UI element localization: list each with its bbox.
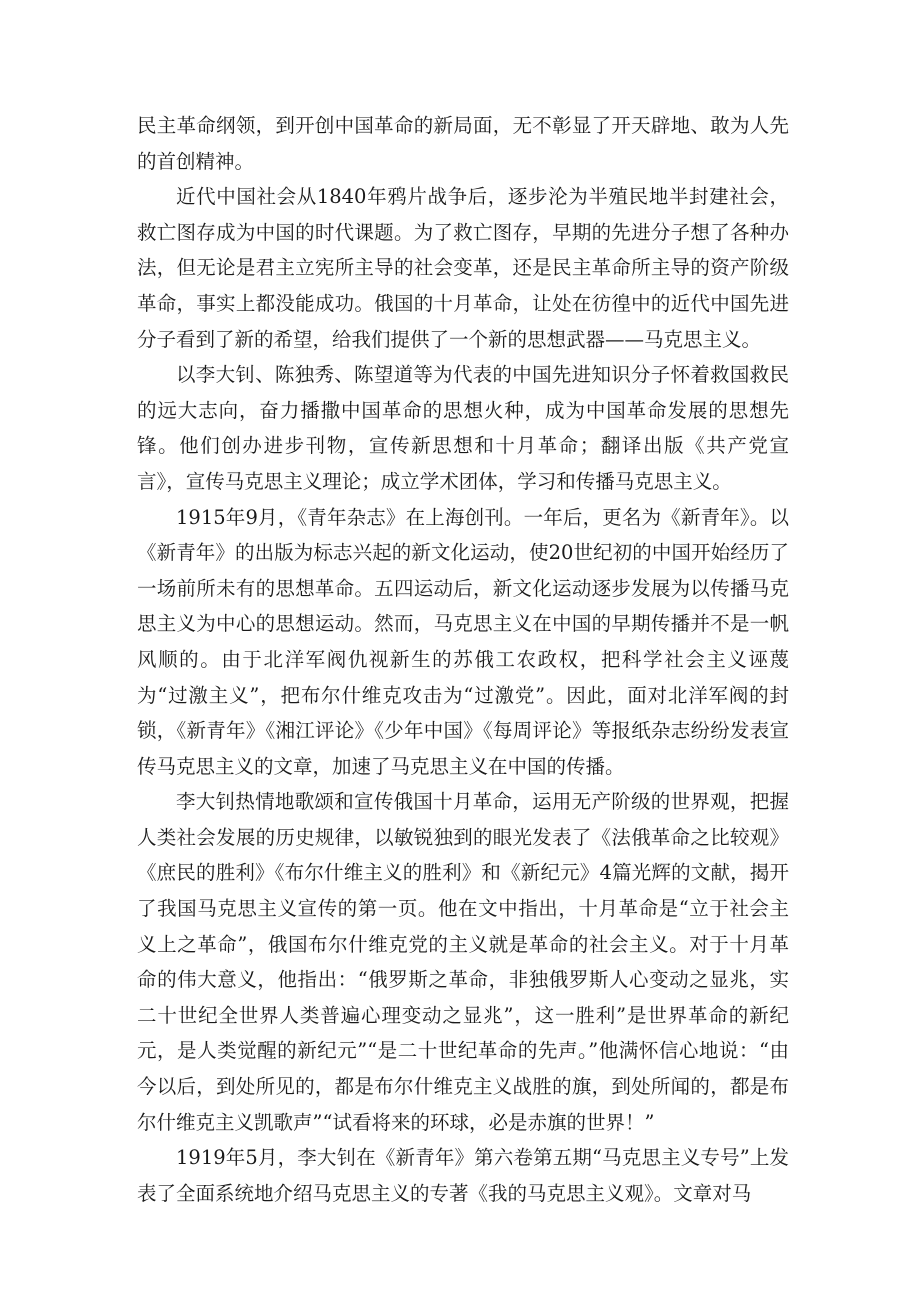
paragraph-modern-china: 近代中国社会从1840年鸦片战争后，逐步沦为半殖民地半封建社会，救亡图存成为中国的时代课题。为了救亡图存，早期的先进分子想了各种办法，但无论是君主立宪所主导的社会变革，还是民主革命所主导的资产阶级革命，事实上都没能成功。俄国的十月革命，让处在彷徨中的近代中国先进分子看到了新的希望，给我们提供了一个新的思想武器——马克思主义。 (137, 185, 789, 351)
paragraph-pioneers: 以李大钊、陈独秀、陈望道等为代表的中国先进知识分子怀着救国救民的远大志向，奋力播撒中国革命的思想火种，成为中国革命发展的思想先锋。他们创办进步刊物，宣传新思想和十月革命；翻译出版《共产党宣言》，宣传马克思主义理论；成立学术团体，学习和传播马克思主义。 (137, 363, 789, 493)
document-body (137, 108, 789, 1211)
paragraph-new-youth: 1915年9月，《青年杂志》在上海创刊。一年后，更名为《新青年》。以《新青年》的出版为标志兴起的新文化运动，使20世纪初的中国开始经历了一场前所未有的思想革命。五四运动后，新文化运动逐步发展为以传播马克思主义为中心的思想运动。然而，马克思主义在中国的早期传播并不是一帆风顺的。由于北洋军阀仇视新生的苏俄工农政权，把科学社会主义诬蔑为“过激主义”，把布尔什维克攻击为“过激党”。因此，面对北洋军阀的封锁，《新青年》《湘江评论》《少年中国》《每周评论》等报纸杂志纷纷发表宣传马克思主义的文章，加速了马克思主义在中国的传播。 (137, 505, 789, 778)
paragraph-li-dazhao: 李大钊热情地歌颂和宣传俄国十月革命，运用无产阶级的世界观，把握人类社会发展的历史规律，以敏锐独到的眼光发表了《法俄革命之比较观》《庶民的胜利》《布尔什维主义的胜利》和《新纪元》4篇光辉的文献，揭开了我国马克思主义宣传的第一页。他在文中指出，十月革命是“立于社会主义上之革命”，俄国布尔什维克党的主义就是革命的社会主义。对于十月革命的伟大意义，他指出：“俄罗斯之革命，非独俄罗斯人心变动之显兆，实二十世纪全世界人类普遍心理变动之显兆”，这一胜利”是世界革命的新纪元，是人类觉醒的新纪元”“是二十世纪革命的先声。”他满怀信心地说：“由今以后，到处所见的，都是布尔什维克主义战胜的旗，到处所闻的，都是布尔什维克主义凯歌声”“试看将来的环球，必是赤旗的世界！” (137, 790, 789, 1134)
paragraph-1919: 1919年5月，李大钊在《新青年》第六卷第五期“马克思主义专号”上发表了全面系统地介绍马克思主义的专著《我的马克思主义观》。文章对马 (137, 1146, 789, 1205)
paragraph-continued: 民主革命纲领，到开创中国革命的新局面，无不彰显了开天辟地、敢为人先的首创精神。 (137, 114, 789, 173)
